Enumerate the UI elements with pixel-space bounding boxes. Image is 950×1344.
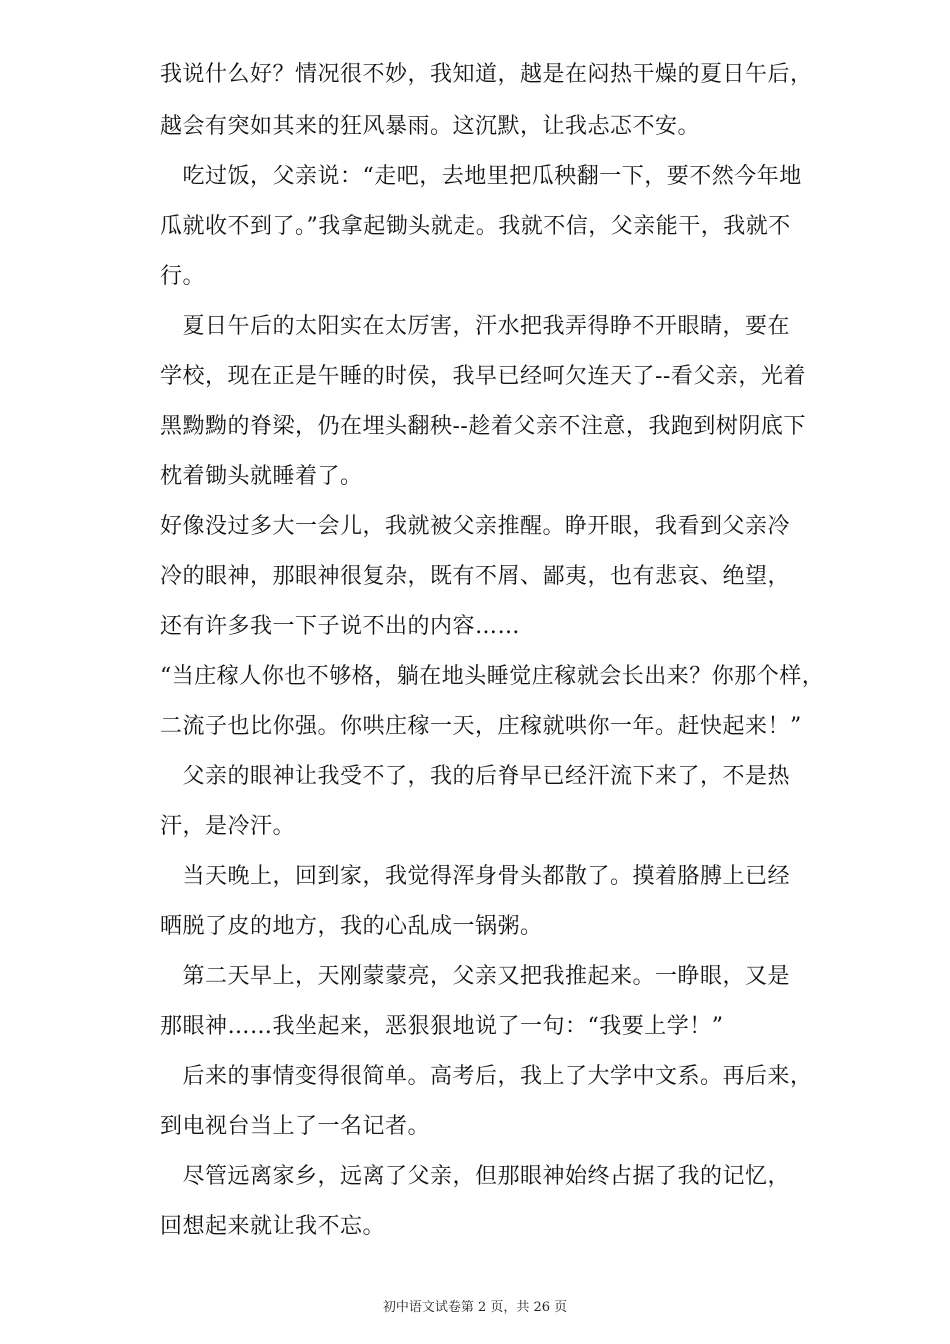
text-line: 好像没过多大一会儿，我就被父亲推醒。睁开眼，我看到父亲冷 (160, 514, 791, 539)
text-line: 到电视台当上了一名记者。 (160, 1114, 431, 1139)
text-line: 第二天早上，天刚蒙蒙亮，父亲又把我推起来。一睁眼，又是 (160, 964, 791, 989)
text-line: 越会有突如其来的狂风暴雨。这沉默，让我忐忑不安。 (160, 114, 701, 139)
text-line: 我说什么好？情况很不妙，我知道，越是在闷热干燥的夏日午后， (160, 62, 813, 87)
text-line: 后来的事情变得很简单。高考后，我上了大学中文系。再后来， (160, 1064, 813, 1089)
text-line: 枕着锄头就睡着了。 (160, 464, 363, 489)
text-line: 黑黝黝的脊梁，仍在埋头翻秧--趁着父亲不注意，我跑到树阴底下 (160, 414, 806, 439)
page-footer: 初中语文试卷第 2 页，共 26 页 (382, 1300, 568, 1315)
text-line: 还有许多我一下子说不出的内容…… (160, 614, 521, 639)
text-line: 汗，是冷汗。 (160, 814, 296, 839)
text-line: 瓜就收不到了。”我拿起锄头就走。我就不信，父亲能干，我就不 (160, 214, 791, 239)
text-line: 二流子也比你强。你哄庄稼一天，庄稼就哄你一年。赶快起来！” (160, 714, 802, 739)
text-line: 行。 (160, 264, 206, 289)
text-line: 学校，现在正是午睡的时侯，我早已经呵欠连天了--看父亲，光着 (160, 364, 806, 389)
text-line: 回想起来就让我不忘。 (160, 1214, 386, 1239)
text-line: 当天晚上，回到家，我觉得浑身骨头都散了。摸着胳膊上已经 (160, 864, 791, 889)
text-line: 父亲的眼神让我受不了，我的后脊早已经汗流下来了，不是热 (160, 764, 791, 789)
text-line: 冷的眼神，那眼神很复杂，既有不屑、鄙夷，也有悲哀、绝望， (160, 564, 791, 589)
text-line: 晒脱了皮的地方，我的心乱成一锅粥。 (160, 914, 543, 939)
text-line: “当庄稼人你也不够格，躺在地头睡觉庄稼就会长出来？你那个样， (160, 664, 825, 689)
text-line: 尽管远离家乡，远离了父亲，但那眼神始终占据了我的记忆， (160, 1164, 791, 1189)
text-line: 夏日午后的太阳实在太厉害，汗水把我弄得睁不开眼睛，要在 (160, 314, 791, 339)
text-line: 那眼神……我坐起来，恶狠狠地说了一句：“我要上学！” (160, 1014, 724, 1039)
text-line: 吃过饭，父亲说：“走吧，去地里把瓜秧翻一下，要不然今年地 (160, 164, 802, 189)
